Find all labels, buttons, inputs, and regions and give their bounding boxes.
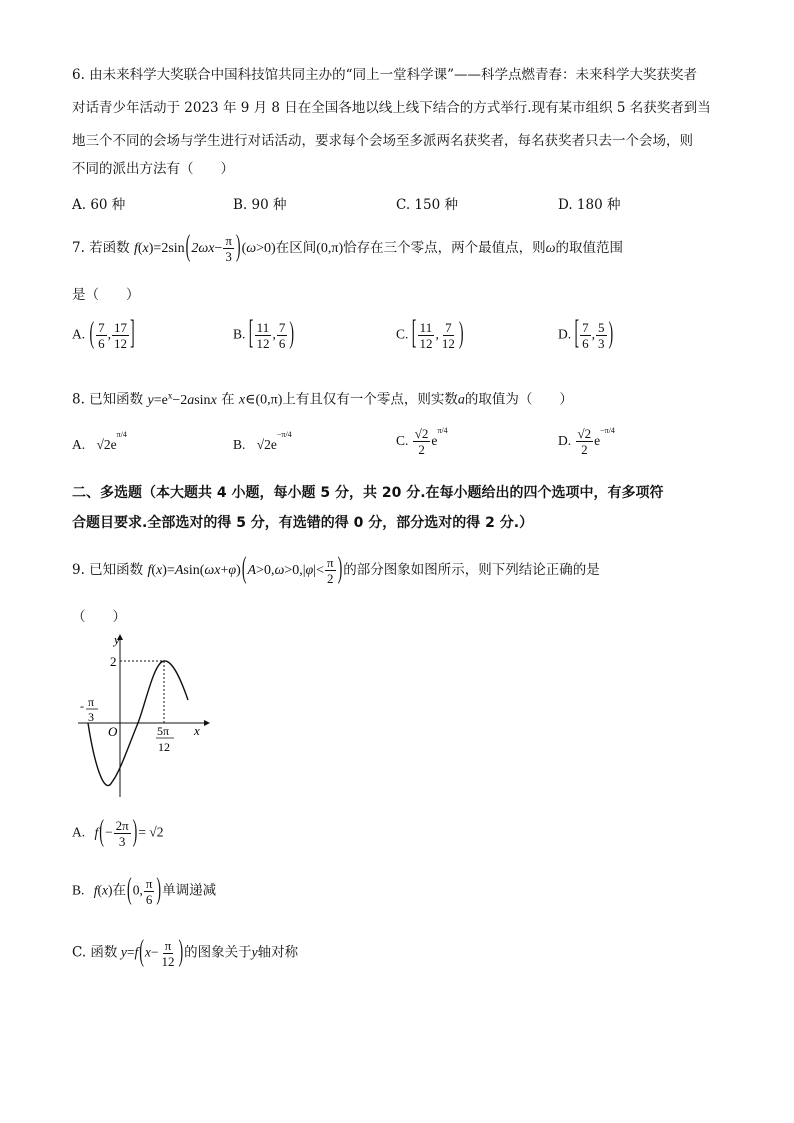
q6-line-3: 地三个不同的会场与学生进行对话活动，要求每个会场至多派两名获奖者，每名获奖者只去一个会场，则 [72, 133, 693, 149]
q7-function-formula: f(x)=2sin(2ωx− $\frac{\pi}{3}$ )(ω>0) [133, 231, 276, 265]
q7-c-num2: 7 [445, 320, 452, 335]
q7-b-den2: 6 [278, 336, 286, 351]
graph-y-label: y [114, 632, 120, 647]
q7-a-den2: 12 [114, 336, 128, 351]
q9-option-c-tail: 轴对称 [257, 944, 299, 961]
section2-heading-line-2: 合题目要求.全部选对的得 5 分，有选错的得 0 分，部分选对的得 2 分.） [72, 515, 534, 531]
q9-graph [72, 632, 222, 802]
q7-option-b-label: B. [233, 326, 246, 342]
q9-tail: 的部分图象如图所示，则下列结论正确的是 [343, 562, 600, 578]
graph-origin-label: O [108, 724, 118, 739]
graph-left-tick-den: 3 [88, 710, 94, 724]
q7-c-den1: 12 [419, 336, 433, 351]
q8-option-d-label: D. [558, 433, 572, 448]
q8-option-a: A. $√2e^{\pi/4}$ [72, 430, 127, 452]
q9-option-a: A. f(− $\frac{2\pi}{3}$ )= √2 [72, 815, 164, 849]
q8-tail: 的取值为（ ） [464, 391, 573, 408]
q7-interval: (0,π) [316, 241, 344, 256]
q6-line-4: 不同的派出方法有（ ） [72, 161, 234, 177]
q9-line-2: （ ） [72, 609, 126, 625]
q9-option-c-y-symbol: y [251, 944, 258, 960]
q7-b-den1: 12 [256, 336, 270, 351]
q9-option-b-label: B. [72, 882, 85, 898]
graph-left-tick-sign: - [80, 699, 84, 713]
q7-b-num2: 7 [278, 320, 286, 335]
q9-option-a-label: A. [72, 824, 86, 840]
q8-domain: x∈(0,π) [238, 392, 283, 408]
q7-b-num1: 11 [256, 320, 270, 335]
q7-a-num2: 17 [114, 320, 128, 335]
q8-prefix: 8. 已知函数 [72, 391, 144, 408]
q6-option-c: C. 150 种 [396, 197, 458, 213]
q9-option-a-value: = √2 [138, 824, 164, 840]
q7-omega-symbol: ω [545, 241, 556, 256]
q9-option-b-mid: 在 [112, 882, 127, 899]
section2-heading-line-1: 二、多选题（本大题共 4 小题，每小题 5 分，共 20 分.在每小题给出的四个选项中，有多项符 [72, 485, 664, 501]
q7-tail: 的取值范围 [555, 240, 624, 256]
q6-option-d: D. 180 种 [558, 197, 621, 213]
q6-option-a: A. 60 种 [72, 197, 126, 213]
q8-option-d: D. $\frac{√2}{2}$ $e^{-\pi/4}$ [558, 426, 615, 458]
graph-max-label: 2 [110, 654, 117, 669]
q7-c-num1: 11 [419, 320, 433, 335]
q7-option-a: A. ( $\frac{7}{6}$ , $\frac{17}{12}$ ] [72, 316, 135, 353]
q7-option-a-label: A. [72, 326, 86, 342]
q6-line-2: 对话青少年活动于 2023 年 9 月 8 日在全国各地以线上线下结合的方式举行.现有某市组织 5 名获奖者到当 [72, 100, 711, 116]
q7-stem [72, 230, 623, 267]
q7-option-b: B. [ $\frac{11}{12}$ , $\frac{7}{6}$ ) [233, 316, 294, 353]
x-axis-arrow [204, 720, 210, 726]
graph-x-label: x [194, 723, 200, 738]
q7-d-num2: 5 [598, 320, 605, 335]
q9-stem [72, 552, 600, 589]
q8-stem [72, 386, 573, 410]
q9-option-c: C. 函数 y=f(x− $\frac{\pi}{12}$ )的图象关于y轴对称 [72, 935, 299, 969]
q9-option-b: B. f(x)在(0, $\frac{\pi}{6}$ )单调递减 [72, 873, 217, 907]
q6-line-1: 6. 由未来科学大奖联合中国科技馆共同主办的“同上一堂科学课”——科学点燃青春：未来科学大奖获奖者 [72, 67, 697, 83]
q8-a-symbol: a [457, 392, 465, 408]
q7-option-c-label: C. [396, 326, 409, 342]
q9-option-c-mid: 的图象关于 [184, 944, 252, 961]
q9-option-b-tail: 单调递减 [162, 882, 217, 899]
q7-option-d-label: D. [558, 326, 572, 342]
q7-option-d: D. [ $\frac{7}{6}$ , $\frac{5}{3}$ ) [558, 316, 614, 353]
q7-d-den1: 6 [582, 336, 589, 351]
q6-option-b: B. 90 种 [233, 197, 287, 213]
q7-a-num1: 7 [98, 320, 105, 335]
q9-function-formula: f(x)=Asin(ωx+φ)(A>0,ω>0,|φ|< $\frac{\pi}{2}$ ) [147, 553, 343, 587]
q8-function-formula: $y=e^x-2asinx$ [147, 390, 217, 408]
q7-c-den2: 12 [441, 336, 455, 351]
q7-mid: 在区间 [275, 240, 317, 256]
q7-a-den1: 6 [98, 336, 105, 351]
q8-option-c-label: C. [396, 433, 409, 448]
graph-right-tick-num: 5π [157, 724, 170, 738]
q7-line-2: 是（ ） [72, 287, 140, 303]
graph-right-tick-den: 12 [158, 740, 170, 754]
q7-d-num1: 7 [582, 320, 589, 335]
q9-option-c-label: C. 函数 [72, 944, 118, 961]
q7-d-den2: 3 [598, 336, 605, 351]
q8-option-b-label: B. [233, 437, 246, 452]
q9-prefix: 9. 已知函数 [72, 562, 144, 578]
q8-option-c: C. $\frac{√2}{2}$ $e^{\pi/4}$ [396, 426, 448, 458]
q7-prefix: 7. 若函数 [72, 240, 130, 256]
q7-option-c: C. [ $\frac{11}{12}$ , $\frac{7}{12}$ ) [396, 316, 464, 353]
q8-option-a-label: A. [72, 437, 86, 452]
q7-suffix: 恰存在三个零点，两个最值点，则 [343, 240, 546, 256]
graph-left-tick-num: π [88, 695, 95, 709]
q8-mid2: 上有且仅有一个零点，则实数 [282, 391, 458, 408]
q8-mid1: 在 [221, 391, 235, 408]
q8-option-b: B. $√2e^{-\pi/4}$ [233, 430, 292, 452]
